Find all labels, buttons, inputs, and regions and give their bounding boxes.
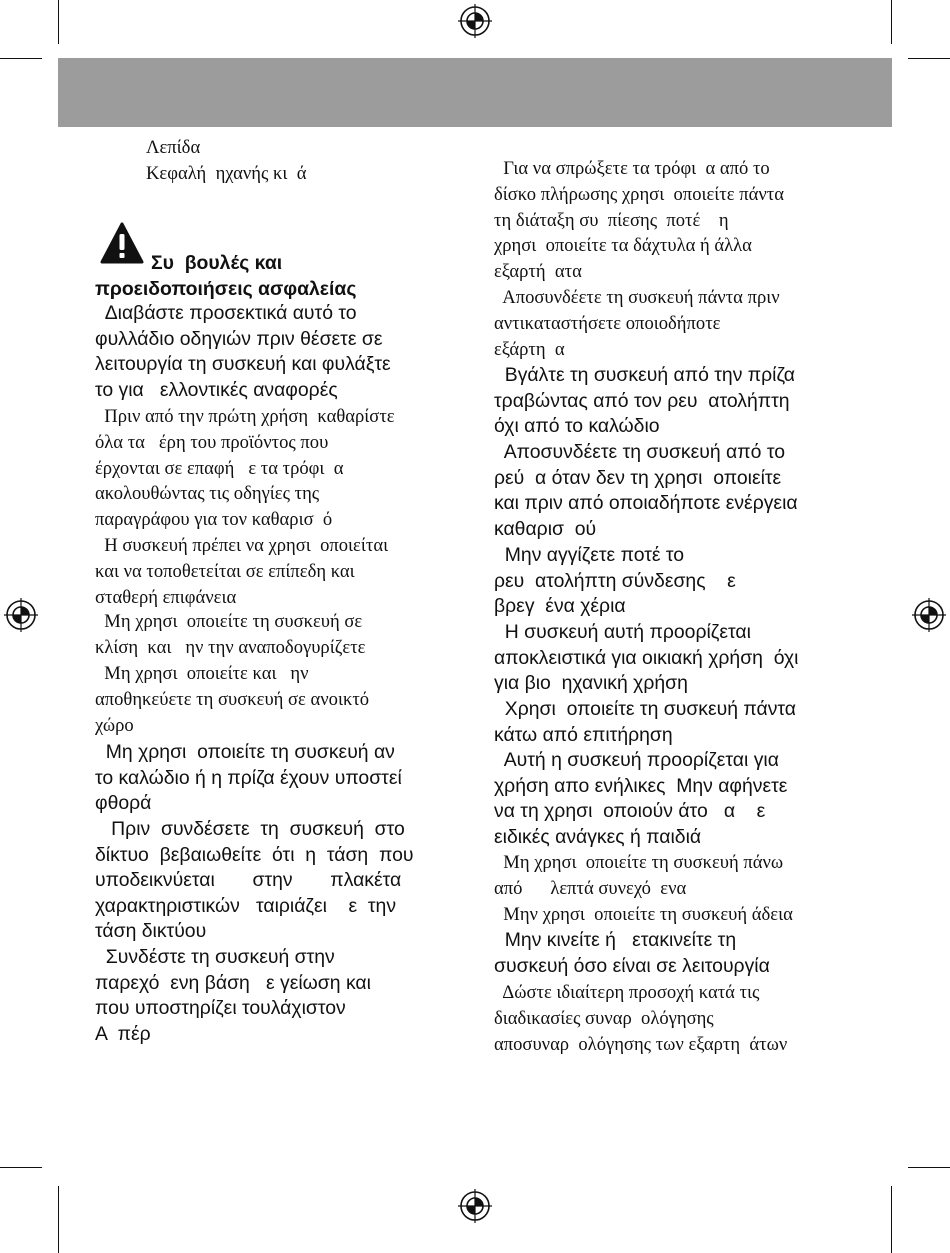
text-line: Μην κινείτε ή ετακινείτε τη xyxy=(494,929,737,951)
text-line: αντικαταστήσετε οποιοδήποτε xyxy=(494,312,721,334)
text-line: ρεύ α όταν δεν τη χρησι οποιείτε xyxy=(494,466,782,489)
safety-heading xyxy=(95,251,356,302)
paragraph-household-use xyxy=(494,620,798,697)
text-line: Πριν από την πρώτη χρήση καθαρίστε xyxy=(95,406,395,427)
text-line: παρεχό ενη βάση ε γείωση και xyxy=(95,971,371,994)
intro-item-motor-head: Κεφαλή ηχανής κι ά xyxy=(146,162,307,184)
safety-heading-line: Συ βουλές και xyxy=(151,252,283,274)
text-line: Μην χρησι οποιείτε τη συσκευή άδεια xyxy=(494,904,793,925)
safety-heading-line: προειδοποιήσεις ασφαλείας xyxy=(95,277,357,300)
header-band xyxy=(58,58,892,127)
text-line: Α πέρ xyxy=(95,1022,151,1045)
registration-mark-icon xyxy=(4,598,38,632)
crop-mark xyxy=(891,1186,892,1253)
text-line: το καλώδιο ή η πρίζα έχουν υποστεί xyxy=(95,766,402,789)
text-line: λειτουργία τη συσκευή και φυλάξτε xyxy=(95,353,391,376)
text-line: εξαρτή ατα xyxy=(494,261,582,283)
text-line: και πριν από οποιαδήποτε ενέργεια xyxy=(494,492,798,515)
paragraph-do-not-move xyxy=(494,928,770,979)
text-line: χρήση απο ενήλικες Μην αφήνετε xyxy=(494,774,788,797)
paragraph-supervision xyxy=(494,697,796,748)
text-line: φυλλάδιο οδηγιών πριν θέσετε σε xyxy=(95,327,383,350)
text-line: όλα τα έρη του προϊόντος που xyxy=(95,431,329,453)
crop-mark xyxy=(0,1167,42,1168)
text-line: Μη χρησι οποιείτε και ην xyxy=(95,663,309,684)
text-line: τραβώντας από τον ρευ ατολήπτη xyxy=(494,389,790,412)
paragraph-pusher xyxy=(494,156,784,285)
text-line: που υποστηρίζει τουλάχιστον xyxy=(95,997,346,1020)
text-line: για βιο ηχανική χρήση xyxy=(494,672,688,695)
crop-mark xyxy=(58,1186,59,1253)
text-line: κλίση και ην την αναποδογυρίζετε xyxy=(95,636,366,658)
text-line: διαδικασίες συναρ ολόγησης xyxy=(494,1007,714,1029)
paragraph-outdoors xyxy=(95,661,369,738)
registration-mark-icon xyxy=(458,1189,492,1223)
text-line: έρχονται σε επαφή ε τα τρόφι α xyxy=(95,457,344,479)
text-line: από λεπτά συνεχό ενα xyxy=(494,877,687,899)
text-line: παραγράφου για τον καθαρισ ό xyxy=(95,509,333,531)
text-line: τάση δικτύου xyxy=(95,920,207,943)
registration-mark-icon xyxy=(912,598,946,632)
text-line: Δώστε ιδιαίτερη προσοχή κατά τις xyxy=(494,982,760,1003)
text-line: συσκευή όσο είναι σε λειτουργία xyxy=(494,954,770,977)
intro-item-blade: Λεπίδα xyxy=(146,137,201,158)
paragraph-first-use-cleaning xyxy=(95,404,395,533)
text-line: Για να σπρώξετε τα τρόφι α από το xyxy=(494,158,770,179)
text-line: και να τοποθετείται σε επίπεδη και xyxy=(95,560,355,582)
text-line: βρεγ ένα χέρια xyxy=(494,595,626,618)
text-line: ειδικές ανάγκες ή παιδιά xyxy=(494,825,702,848)
paragraph-pull-plug xyxy=(494,363,795,440)
text-line: φθορά xyxy=(95,792,152,815)
paragraph-adults-only xyxy=(494,748,787,850)
paragraph-continuous-use xyxy=(494,850,783,902)
paragraph-unplug-before-change xyxy=(494,285,780,362)
paragraph-assembly-care xyxy=(494,980,787,1057)
text-line: Η συσκευή αυτή προορίζεται xyxy=(494,621,751,643)
paragraph-empty-use xyxy=(494,902,793,928)
text-line: Χρησι οποιείτε τη συσκευή πάντα xyxy=(494,698,797,720)
text-line: Διαβάστε προσεκτικά αυτό το xyxy=(95,302,357,324)
crop-mark xyxy=(0,58,42,59)
text-line: χώρο xyxy=(95,714,134,736)
crop-mark xyxy=(891,0,892,44)
text-line: τη διάταξη συ πίεσης ποτέ η xyxy=(494,209,729,231)
text-line: Μη χρησι οποιείτε τη συσκευή πάνω xyxy=(494,852,784,873)
paragraph-grounded-socket xyxy=(95,945,371,1047)
text-line: υποδεικνύεται στην πλακέτα xyxy=(95,869,402,892)
text-line: αποσυναρ ολόγησης των εξαρτη άτων xyxy=(494,1033,788,1055)
text-line: Αυτή η συσκευή προορίζεται για xyxy=(494,749,779,771)
text-line: κάτω από επιτήρηση xyxy=(494,723,673,746)
text-line: αποκλειστικά για οικιακή χρήση όχι xyxy=(494,646,799,669)
text-line: Πριν συνδέσετε τη συσκευή στο xyxy=(95,818,405,840)
text-line: χαρακτηριστικών ταιριάζει ε την xyxy=(95,894,397,917)
text-line: Αποσυνδέετε τη συσκευή πάντα πριν xyxy=(494,287,780,308)
paragraph-disconnect-power xyxy=(494,440,798,542)
paragraph-wet-hands xyxy=(494,543,736,620)
text-line: να τη χρησι οποιούν άτο α ε xyxy=(494,800,766,823)
text-line: χρησι οποιείτε τα δάχτυλα ή άλλα xyxy=(494,235,752,257)
paragraph-damaged-cord xyxy=(95,740,402,817)
text-line: Μην αγγίζετε ποτέ το xyxy=(494,544,685,566)
paragraph-no-tilt xyxy=(95,609,365,661)
text-line: Αποσυνδέετε τη συσκευή από το xyxy=(494,441,785,463)
crop-mark xyxy=(908,58,950,59)
text-line: εξάρτη α xyxy=(494,338,565,360)
text-line: δίσκο πλήρωσης χρησι οποιείτε πάντα xyxy=(494,183,784,205)
text-line: αποθηκεύετε τη συσκευή σε ανοικτό xyxy=(95,688,370,710)
text-line: σταθερή επιφάνεια xyxy=(95,586,237,608)
text-line: ακολουθώντας τις οδηγίες της xyxy=(95,483,320,505)
intro-list xyxy=(146,135,306,187)
registration-mark-icon xyxy=(458,4,492,38)
text-line: ρευ ατολήπτη σύνδεσης ε xyxy=(494,569,736,592)
text-line: Βγάλτε τη συσκευή από την πρίζα xyxy=(494,364,795,386)
text-line: όχι από το καλώδιο xyxy=(494,415,660,438)
text-line: Μη χρησι οποιείτε τη συσκευή αν xyxy=(95,741,395,763)
text-line: Μη χρησι οποιείτε τη συσκευή σε xyxy=(95,611,363,632)
text-line: Η συσκευή πρέπει να χρησι οποιείται xyxy=(95,535,389,556)
paragraph-read-manual xyxy=(95,301,391,403)
text-line: το για ελλοντικές αναφορές xyxy=(95,378,338,401)
text-line: δίκτυο βεβαιωθείτε ότι η τάση που xyxy=(95,843,414,866)
paragraph-check-voltage xyxy=(95,817,413,945)
crop-mark xyxy=(908,1167,950,1168)
paragraph-flat-surface xyxy=(95,533,388,610)
text-line: Συνδέστε τη συσκευή στην xyxy=(95,946,335,968)
text-line: καθαρισ ού xyxy=(494,517,597,540)
crop-mark xyxy=(58,0,59,44)
